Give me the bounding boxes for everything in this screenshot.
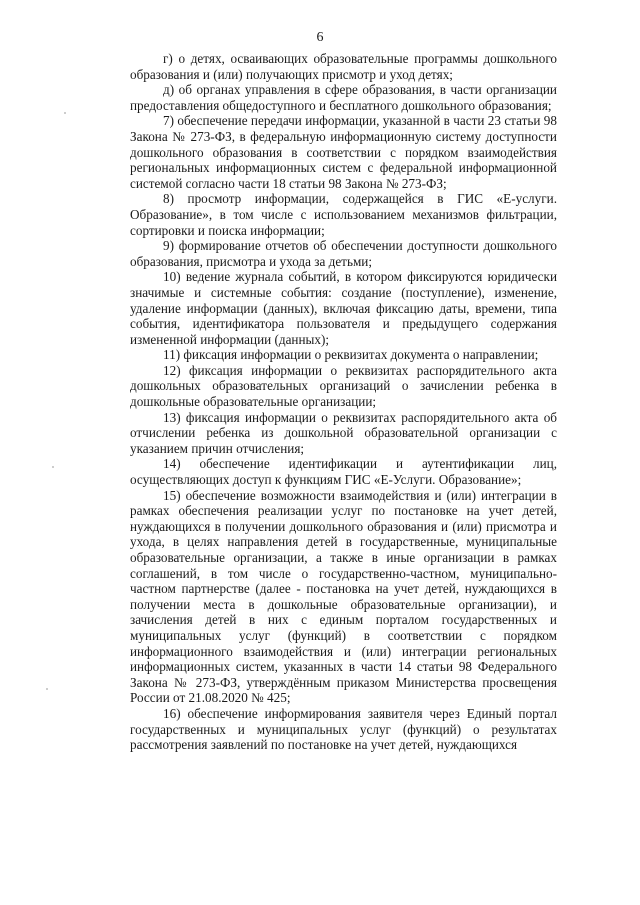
page-number: 6 (316, 30, 324, 45)
scan-artifact (46, 688, 48, 690)
paragraph-7-information-transfer: 7) обеспечение передачи информации, указанной в части 23 статьи 98 Закона № 273-ФЗ, в федеральную информационную систему доступности дошкольного образования в соответствии с порядком взаимодействия региональных информационных систем с федеральной информационной системой согласно части 18 статьи 98 Закона № 273-ФЗ; (130, 113, 557, 191)
paragraph-g-children: г) о детях, осваивающих образовательные программы дошкольного образования и (или) получающих присмотр и уход детях; (130, 51, 557, 82)
paragraph-d-management-bodies: д) об органах управления в сфере образования, в части организации предоставления общедоступного и бесплатного дошкольного образования; (130, 82, 557, 113)
paragraph-16-notification: 16) обеспечение информирования заявителя через Единый портал государственных и муниципальных услуг (функций) о результатах рассмотрения заявлений по постановке на учет детей, нуждающихся (130, 705, 557, 753)
paragraph-9-reports: 9) формирование отчетов об обеспечении доступности дошкольного образования, присмотра и ухода за детьми; (130, 238, 557, 269)
paragraph-12-enrollment-act: 12) фиксация информации о реквизитах распорядительного акта дошкольных образовательных организаций о зачислении ребенка в дошкольные образовательные организации; (130, 362, 557, 410)
scan-artifact (64, 112, 66, 114)
paragraph-11-referral-details: 11) фиксация информации о реквизитах документа о направлении; (163, 347, 539, 363)
paragraph-15-integration: 15) обеспечение возможности взаимодействия и (или) интеграции в рамках обеспечения реализации услуг по постановке на учет детей, нуждающихся в получении дошкольного образования и (или) присмотра и ухода, в целях направления детей в государственные, муниципальные образовательные организации, а также в иные организации в рамках соглашений, в том числе о государственно-частном, муниципально-частном партнерстве (далее - постановка на учет детей, нуждающихся в получении места в дошкольные образовательные организации), и зачисления детей в них с единым порталом государственных и муниципальных услуг (функций) в соответствии с порядком информационного взаимодействия и (или) интеграции региональных информационных систем, указанных в части 14 статьи 98 Федерального Закона № 273-ФЗ, утверждённым приказом Министерства просвещения России от 21.08.2020 № 425; (130, 487, 557, 706)
paragraph-8-information-view: 8) просмотр информации, содержащейся в ГИС «Е-услуги. Образование», в том числе с использованием механизмов фильтрации, сортировки и поиска информации; (130, 191, 557, 238)
paragraph-13-expulsion-act: 13) фиксация информации о реквизитах распорядительного акта об отчислении ребенка из дошкольной образовательной организации с указанием причин отчисления; (130, 409, 557, 456)
scan-artifact (52, 466, 54, 468)
paragraph-14-authentication: 14) обеспечение идентификации и аутентификации лиц, осуществляющих доступ к функциям ГИС «Е-Услуги. Образование»; (130, 456, 557, 488)
paragraph-10-event-log: 10) ведение журнала событий, в котором фиксируются юридически значимые и системные события: создание (поступление), изменение, удаление информации (данных), включая фиксацию даты, времени, типа события, идентификатора пользователя и предыдущего содержания измененной информации (данных); (130, 269, 557, 347)
document-body (130, 51, 557, 753)
